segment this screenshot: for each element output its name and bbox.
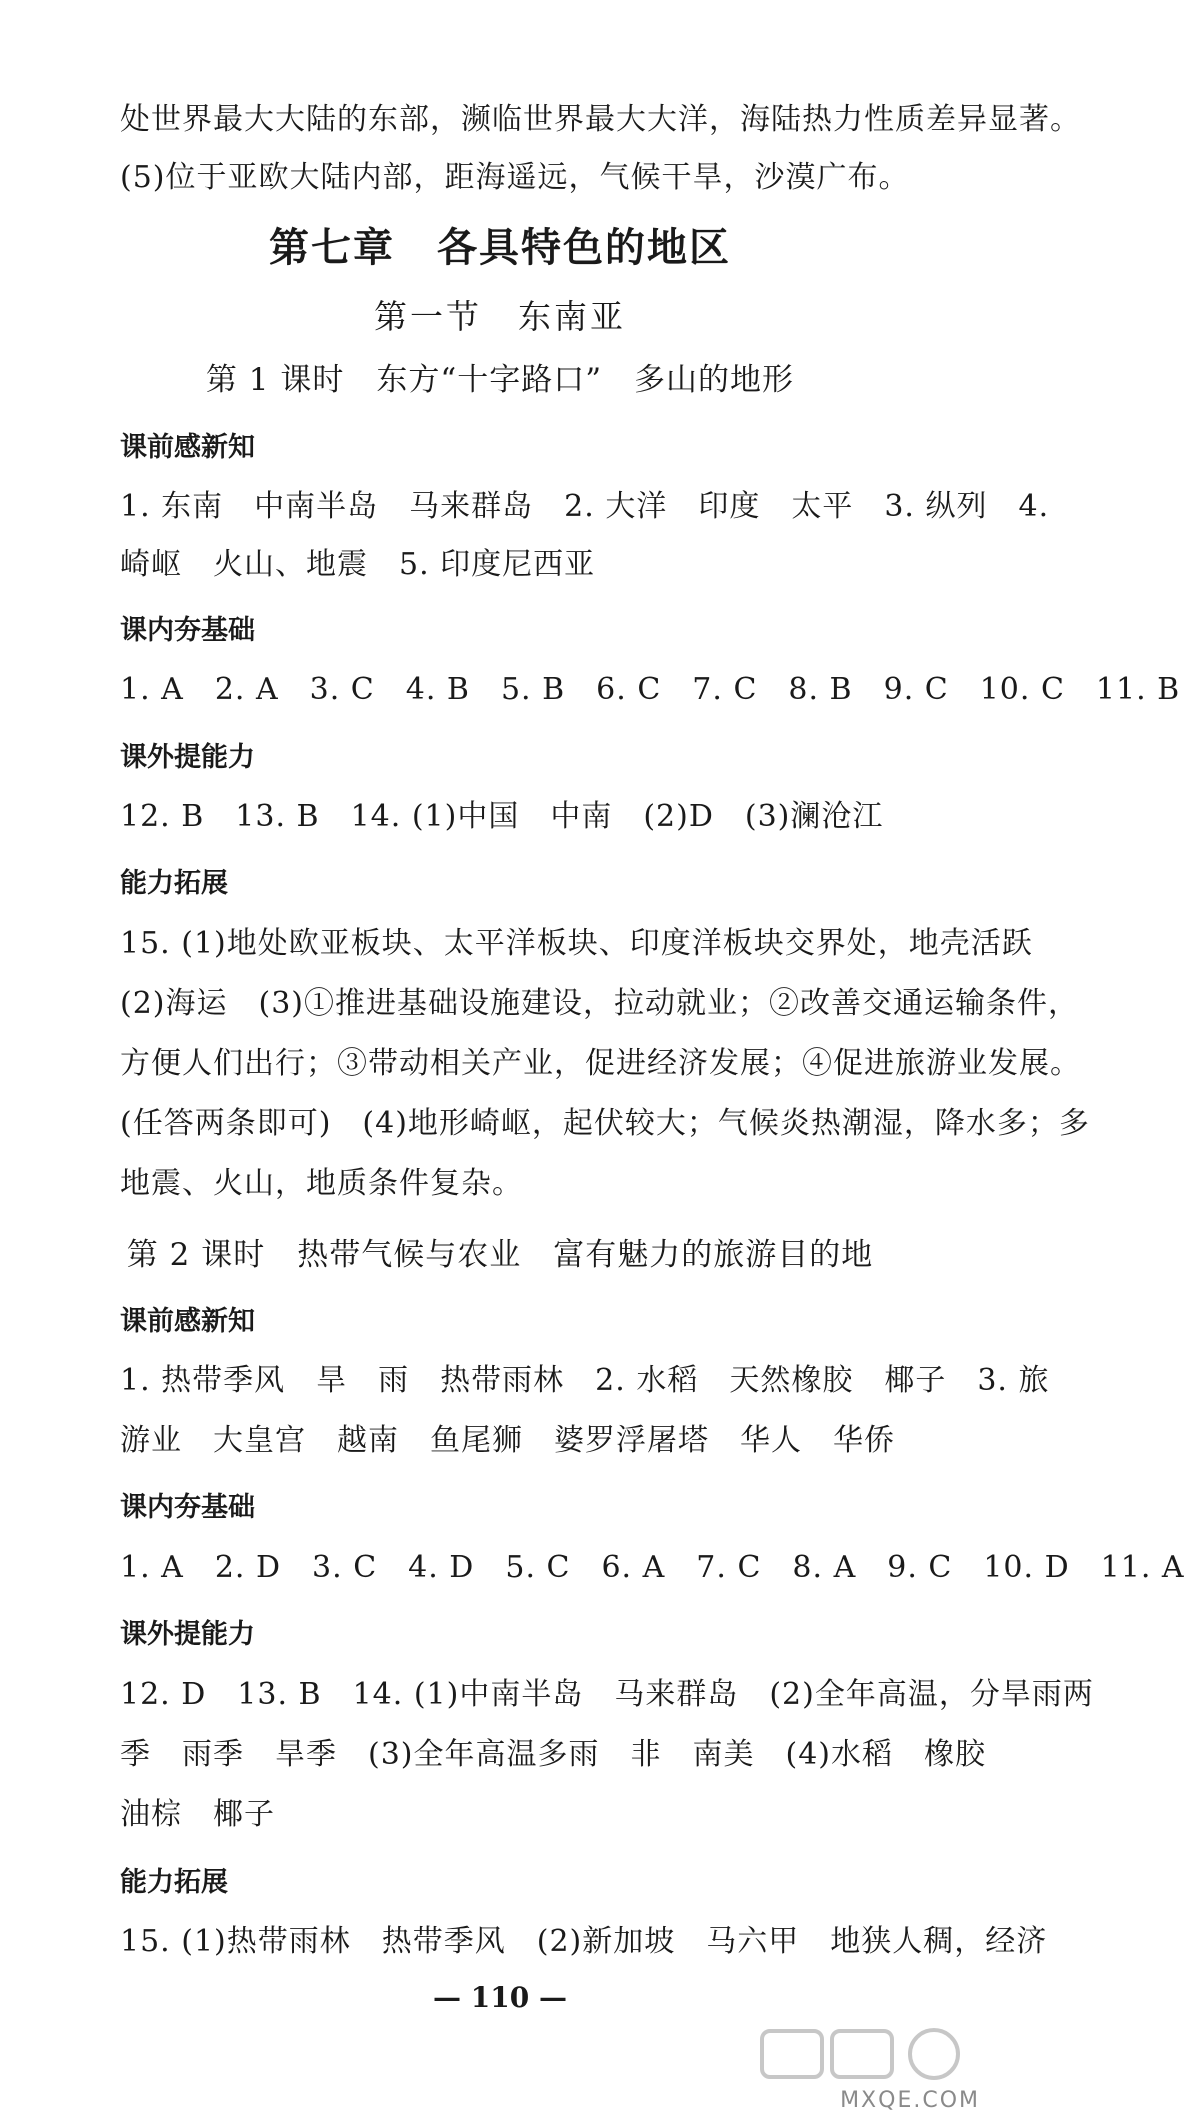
section-title: 第一节 东南亚 bbox=[374, 297, 626, 336]
text-line: 方便人们出行；③带动相关产业，促进经济发展；④促进旅游业发展。 bbox=[120, 1046, 1081, 1081]
section-label: 课外提能力 bbox=[120, 742, 255, 773]
lesson-title: 第 1 课时 东方“十字路口” 多山的地形 bbox=[205, 362, 795, 398]
section-label: 课前感新知 bbox=[120, 1306, 255, 1337]
text-line: (任答两条即可) (4)地形崎岖，起伏较大；气候炎热潮湿，降水多；多 bbox=[120, 1106, 1090, 1141]
watermark-text: MXQE.COM bbox=[840, 2088, 980, 2113]
chapter-title: 第七章 各具特色的地区 bbox=[269, 225, 731, 271]
section-label: 课外提能力 bbox=[120, 1619, 255, 1650]
text-line: 15. (1)热带雨林 热带季风 (2)新加坡 马六甲 地狭人稠，经济 bbox=[120, 1924, 1048, 1959]
section-label: 课内夯基础 bbox=[120, 1492, 255, 1523]
page-number: — 110 — bbox=[433, 1981, 567, 2014]
lesson-title: 第 2 课时 热带气候与农业 富有魅力的旅游目的地 bbox=[126, 1237, 874, 1273]
text-line: 地震、火山，地质条件复杂。 bbox=[120, 1166, 523, 1201]
section-label: 能力拓展 bbox=[120, 868, 228, 899]
text-line: 1. 热带季风 旱 雨 热带雨林 2. 水稻 天然橡胶 椰子 3. 旅 bbox=[120, 1363, 1050, 1398]
text-line: 15. (1)地处欧亚板块、太平洋板块、印度洋板块交界处，地壳活跃 bbox=[120, 926, 1033, 961]
text-line: 1. 东南 中南半岛 马来群岛 2. 大洋 印度 太平 3. 纵列 4. bbox=[120, 489, 1050, 524]
text-line: 油棕 椰子 bbox=[120, 1797, 275, 1832]
section-label: 课内夯基础 bbox=[120, 615, 255, 646]
text-line: (2)海运 (3)①推进基础设施建设，拉动就业；②改善交通运输条件， bbox=[120, 986, 1079, 1021]
text-line: 季 雨季 旱季 (3)全年高温多雨 非 南美 (4)水稻 橡胶 bbox=[120, 1737, 986, 1772]
section-label: 课前感新知 bbox=[120, 432, 255, 463]
text-line: 游业 大皇宫 越南 鱼尾狮 婆罗浮屠塔 华人 华侨 bbox=[120, 1423, 895, 1458]
text-line: 12. D 13. B 14. (1)中南半岛 马来群岛 (2)全年高温，分旱雨两 bbox=[120, 1677, 1094, 1712]
text-line: 1. A 2. D 3. C 4. D 5. C 6. A 7. C 8. A 9. C 10. D 11. A bbox=[120, 1550, 1185, 1585]
text-line: 处世界最大大陆的东部，濒临世界最大大洋，海陆热力性质差异显著。 bbox=[120, 102, 1081, 137]
text-line: 1. A 2. A 3. C 4. B 5. B 6. C 7. C 8. B 9. C 10. C 11. B bbox=[120, 672, 1181, 707]
text-line: 崎岖 火山、地震 5. 印度尼西亚 bbox=[120, 547, 596, 582]
text-line: (5)位于亚欧大陆内部，距海遥远，气候干旱，沙漠广布。 bbox=[120, 160, 910, 195]
text-line: 12. B 13. B 14. (1)中国 中南 (2)D (3)澜沧江 bbox=[120, 799, 884, 834]
section-label: 能力拓展 bbox=[120, 1867, 228, 1898]
